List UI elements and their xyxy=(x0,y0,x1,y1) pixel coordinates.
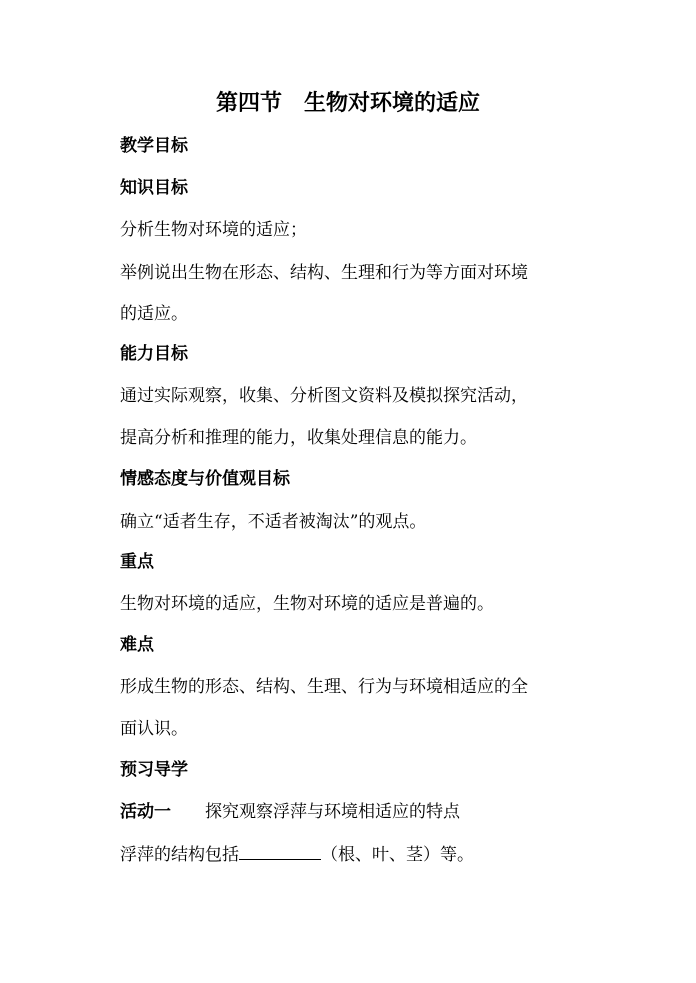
ability-line-2: 提高分析和推理的能力，收集处理信息的能力。 xyxy=(120,428,477,448)
knowledge-line-1: 分析生物对环境的适应； xyxy=(120,220,307,240)
activity-label: 活动一 xyxy=(120,802,171,822)
fill-in-blank[interactable] xyxy=(239,843,321,860)
preview-heading: 预习导学 xyxy=(120,760,188,780)
activity-text: 探究观察浮萍与环境相适应的特点 xyxy=(205,802,460,822)
page-title: 第四节 生物对环境的适应 xyxy=(215,90,480,116)
difficulty-line-2: 面认识。 xyxy=(120,719,188,739)
knowledge-goals-heading: 知识目标 xyxy=(120,178,188,198)
key-point-heading: 重点 xyxy=(120,552,154,572)
teaching-goals-heading: 教学目标 xyxy=(120,136,188,156)
difficulty-line-1: 形成生物的形态、结构、生理、行为与环境相适应的全 xyxy=(120,677,528,697)
knowledge-line-2: 举例说出生物在形态、结构、生理和行为等方面对环境 xyxy=(120,263,528,283)
ability-goals-heading: 能力目标 xyxy=(120,344,188,364)
difficulty-heading: 难点 xyxy=(120,635,154,655)
ability-line-1: 通过实际观察，收集、分析图文资料及模拟探究活动， xyxy=(120,386,528,406)
question-line xyxy=(120,843,600,867)
question-after: （根、叶、茎）等。 xyxy=(321,845,474,865)
emotion-goals-heading: 情感态度与价值观目标 xyxy=(120,469,290,489)
knowledge-line-3: 的适应。 xyxy=(120,304,188,324)
activity-line xyxy=(120,800,600,824)
question-before: 浮萍的结构包括 xyxy=(120,845,239,865)
key-point-line-1: 生物对环境的适应，生物对环境的适应是普遍的。 xyxy=(120,594,494,614)
emotion-line-1: 确立“适者生存，不适者被淘汰”的观点。 xyxy=(120,512,427,532)
